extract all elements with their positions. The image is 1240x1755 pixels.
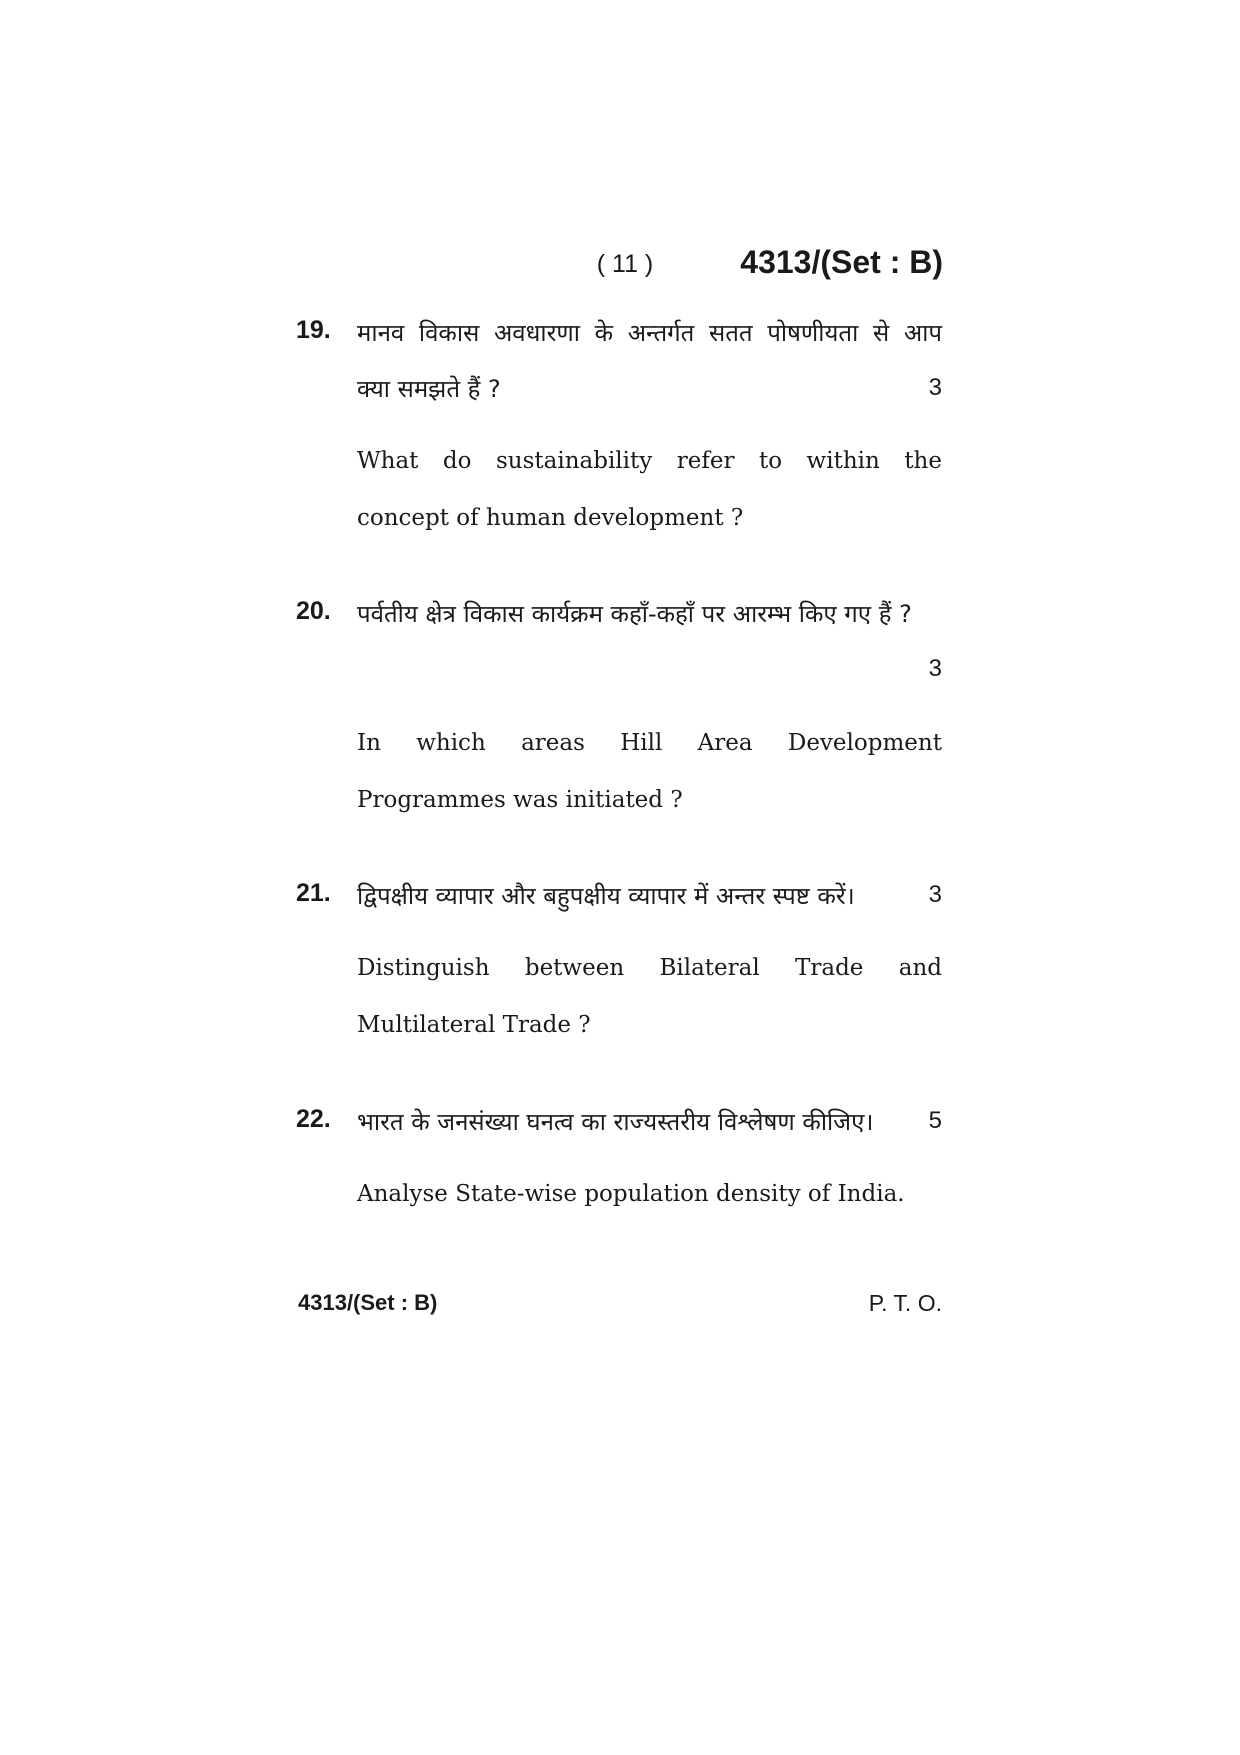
question-20-number: 20. [296, 597, 331, 625]
word: आप [903, 319, 942, 347]
pto-label: P. T. O. [868, 1290, 942, 1316]
question-20-english-line-2: Programmes was initiated ? [357, 787, 683, 813]
word: do [442, 448, 472, 474]
word: Bilateral [659, 955, 760, 981]
word: which [416, 730, 486, 756]
word: पोषणीयता [767, 319, 859, 347]
question-19-number: 19. [296, 316, 331, 344]
word: अन्तर्गत [627, 319, 695, 347]
question-20-english-line-1 [357, 730, 942, 756]
word: between [524, 955, 625, 981]
page-number: ( 11 ) [596, 250, 654, 278]
word: मानव [357, 319, 405, 347]
set-code-header: 4313/(Set : B) [740, 244, 943, 280]
word: to [758, 448, 783, 474]
word: In [357, 730, 381, 756]
question-22-english-line-1: Analyse State-wise population density of India. [357, 1181, 905, 1207]
word: Distinguish [357, 955, 490, 981]
question-22-marks: 5 [928, 1107, 942, 1134]
word: areas [521, 730, 585, 756]
question-21-marks: 3 [928, 881, 942, 908]
question-21-hindi-line-1: द्विपक्षीय व्यापार और बहुपक्षीय व्यापार में अन्तर स्पष्ट करें। [357, 882, 855, 910]
word: Area [697, 730, 753, 756]
question-19-english-line-2: concept of human development ? [357, 505, 744, 531]
question-19-hindi-line-2: क्या समझते हैं ? [357, 375, 501, 403]
word: Hill [620, 730, 663, 756]
question-19-hindi-line-1 [357, 316, 942, 349]
set-code-footer: 4313/(Set : B) [298, 1290, 438, 1315]
question-20-marks: 3 [928, 655, 942, 682]
question-21-english-line-1 [357, 955, 942, 981]
question-22-number: 22. [296, 1105, 331, 1133]
question-21-number: 21. [296, 879, 331, 907]
question-21-english-line-2: Multilateral Trade ? [357, 1012, 591, 1038]
question-20-hindi-line-1: पर्वतीय क्षेत्र विकास कार्यक्रम कहाँ-कहाँ पर आरम्भ किए गए हैं ? [357, 600, 912, 628]
question-19-marks: 3 [928, 374, 942, 401]
word: sustainability [495, 448, 653, 474]
question-22-hindi-line-1: भारत के जनसंख्या घनत्व का राज्यस्तरीय विश्लेषण कीजिए। [357, 1108, 874, 1136]
word: and [898, 955, 942, 981]
word: विकास [418, 319, 480, 347]
word: Development [787, 730, 942, 756]
word: अवधारणा [493, 319, 580, 347]
word: What [357, 448, 419, 474]
word: within [806, 448, 880, 474]
word: the [904, 448, 942, 474]
word: refer [676, 448, 735, 474]
word: Trade [795, 955, 864, 981]
question-19-english-line-1 [357, 448, 942, 474]
word: के [594, 319, 614, 347]
word: से [872, 319, 890, 347]
word: सतत [708, 319, 753, 347]
